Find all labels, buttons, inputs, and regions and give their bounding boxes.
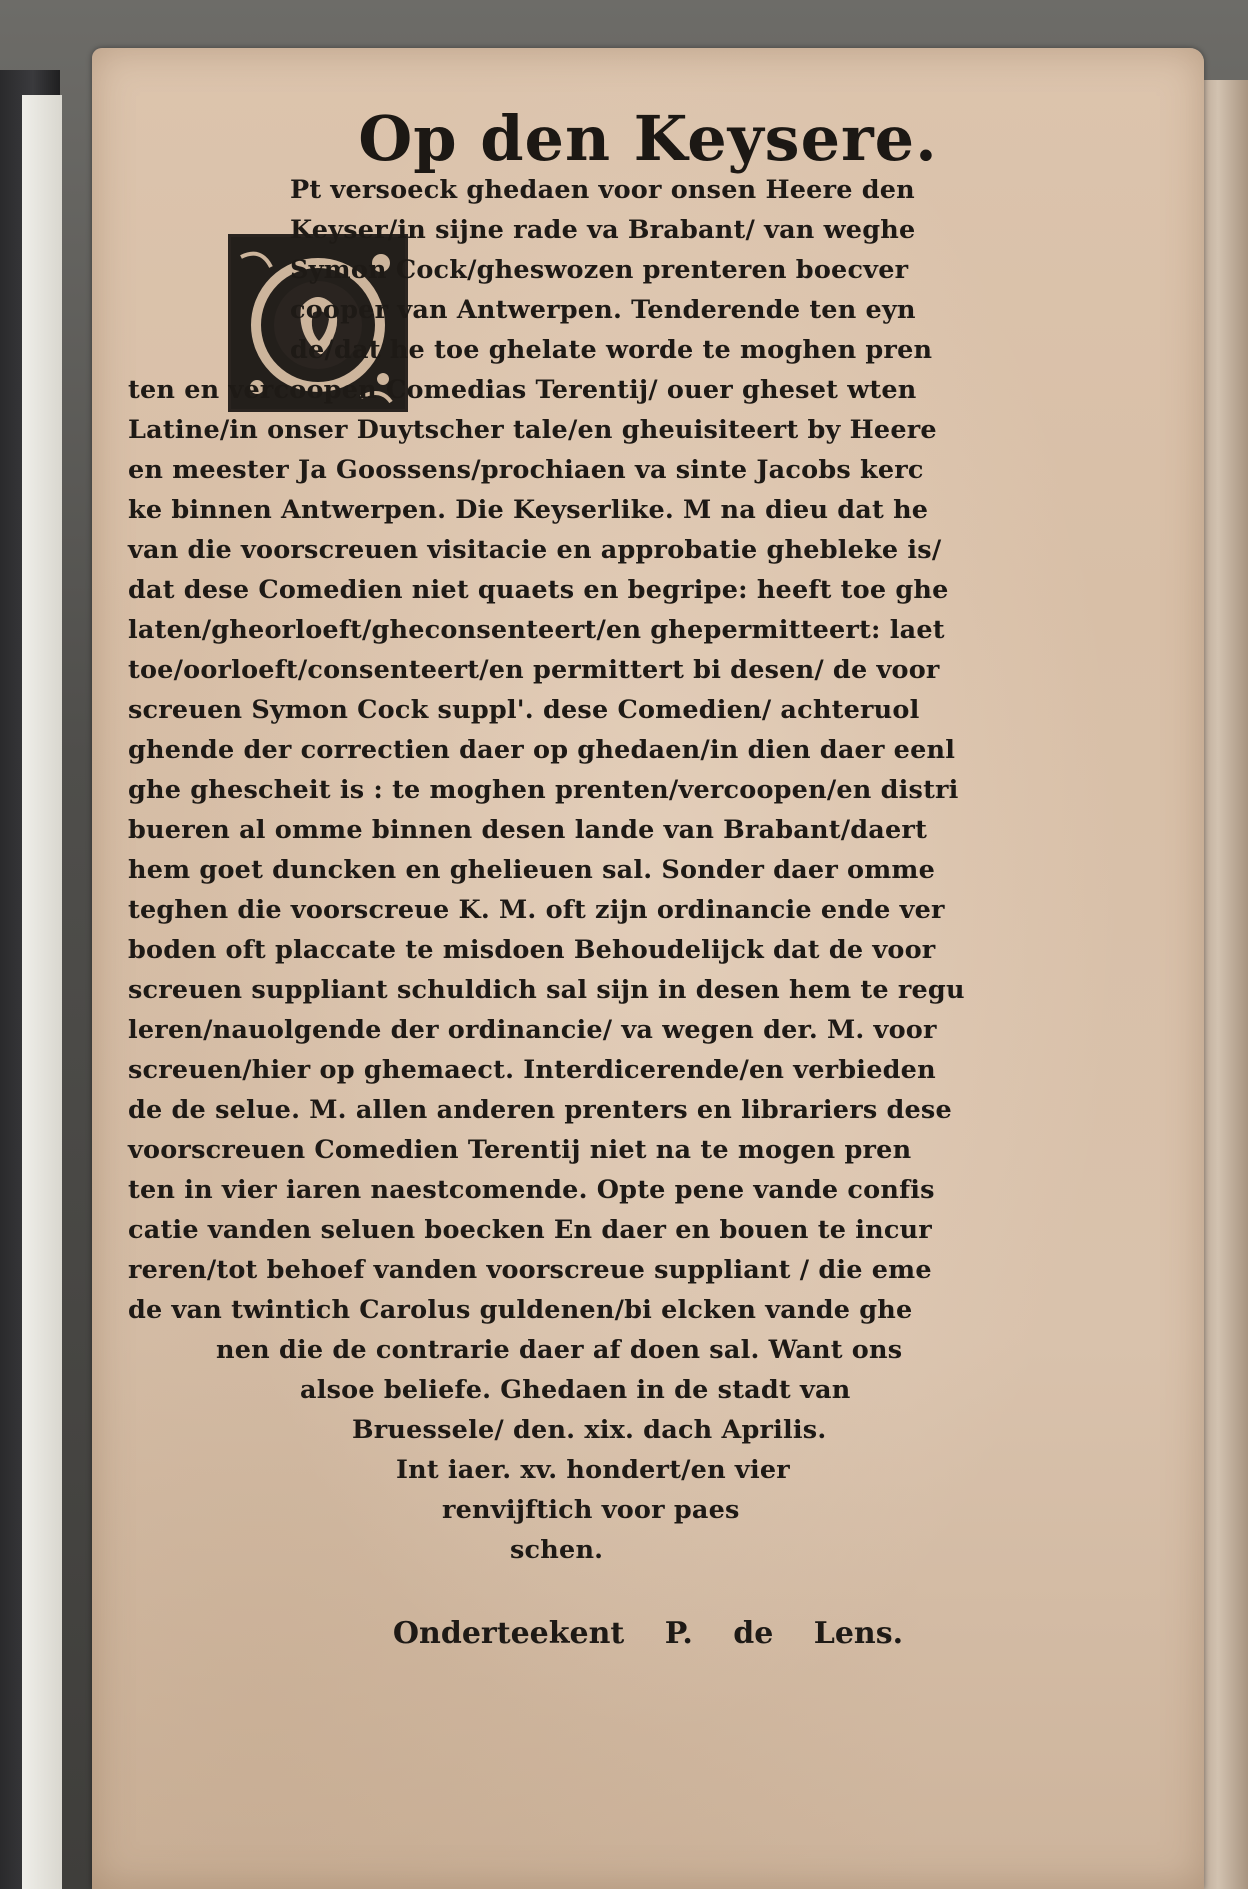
text-line: ghende der correctien daer op ghedaen/in dien daer eenl <box>128 735 956 765</box>
text-line: voorscreuen Comedien Terentij niet na te mogen pren <box>128 1135 912 1165</box>
signature-line <box>92 1616 1204 1651</box>
signature-label: Onderteekent <box>392 1616 625 1651</box>
text-line: ke binnen Antwerpen. Die Keyserlike. M na dieu dat he <box>128 495 929 525</box>
printed-page <box>92 48 1204 1889</box>
text-line: Int iaer. xv. hondert/en vier <box>396 1455 790 1485</box>
text-line: reren/tot behoef vanden voorscreue suppliant / die eme <box>128 1255 932 1285</box>
facing-page-edge <box>1198 80 1248 1889</box>
text-line: Keyser/in sijne rade va Brabant/ van weghe <box>290 215 916 245</box>
text-line: hem goet duncken en ghelieuen sal. Sonder daer omme <box>128 855 936 885</box>
text-line: leren/nauolgende der ordinancie/ va wegen der. M. voor <box>128 1015 937 1045</box>
text-line: toe/oorloeft/consenteert/en permittert bi desen/ de voor <box>128 655 940 685</box>
text-line: ten in vier iaren naestcomende. Opte pene vande confis <box>128 1175 935 1205</box>
text-line: catie vanden seluen boecken En daer en bouen te incur <box>128 1215 932 1245</box>
text-line: boden oft placcate te misdoen Behoudelijck dat de voor <box>128 935 936 965</box>
text-line: Pt versoeck ghedaen voor onsen Heere den <box>290 175 915 205</box>
text-line: van die voorscreuen visitacie en approbatie ghebleke is/ <box>128 535 942 565</box>
text-line: renvijftich voor paes <box>442 1495 740 1525</box>
text-line: teghen die voorscreue K. M. oft zijn ordinancie ende ver <box>128 895 945 925</box>
signature-name: P. de Lens. <box>664 1616 904 1651</box>
text-line: Bruessele/ den. xix. dach Aprilis. <box>352 1415 827 1445</box>
text-line: cooper van Antwerpen. Tenderende ten eyn <box>290 295 916 325</box>
text-line: ghe ghescheit is : te moghen prenten/vercoopen/en distri <box>128 775 959 805</box>
text-line: de van twintich Carolus guldenen/bi elcken vande ghe <box>128 1295 913 1325</box>
text-line: de de selue. M. allen anderen prenters en librariers dese <box>128 1095 952 1125</box>
text-line: en meester Ja Goossens/prochiaen va sinte Jacobs kerc <box>128 455 924 485</box>
text-line: alsoe beliefe. Ghedaen in de stadt van <box>300 1375 851 1405</box>
text-line: screuen Symon Cock suppl'. dese Comedien/ achteruol <box>128 695 920 725</box>
text-line: Latine/in onser Duytscher tale/en gheuisiteert by Heere <box>128 415 937 445</box>
text-line: screuen suppliant schuldich sal sijn in desen hem te regu <box>128 975 965 1005</box>
text-line: bueren al omme binnen desen lande van Brabant/daert <box>128 815 928 845</box>
text-line: laten/gheorloeft/gheconsenteert/en ghepermitteert: laet <box>128 615 945 645</box>
text-line: dat dese Comedien niet quaets en begripe: heeft toe ghe <box>128 575 949 605</box>
text-line: nen die de contrarie daer af doen sal. Want ons <box>216 1335 903 1365</box>
text-line: de/dat he toe ghelate worde te moghen pren <box>290 335 933 365</box>
page-content <box>92 48 1204 1889</box>
text-line: ten en vercoopen Comedias Terentij/ ouer gheset wten <box>128 375 917 405</box>
text-line: schen. <box>510 1535 604 1565</box>
flyleaf-edge <box>22 95 62 1889</box>
text-line: screuen/hier op ghemaect. Interdicerende/en verbieden <box>128 1055 936 1085</box>
page-heading: Op den Keysere. <box>358 102 938 175</box>
text-line: Symon Cock/gheswozen prenteren boecver <box>290 255 909 285</box>
